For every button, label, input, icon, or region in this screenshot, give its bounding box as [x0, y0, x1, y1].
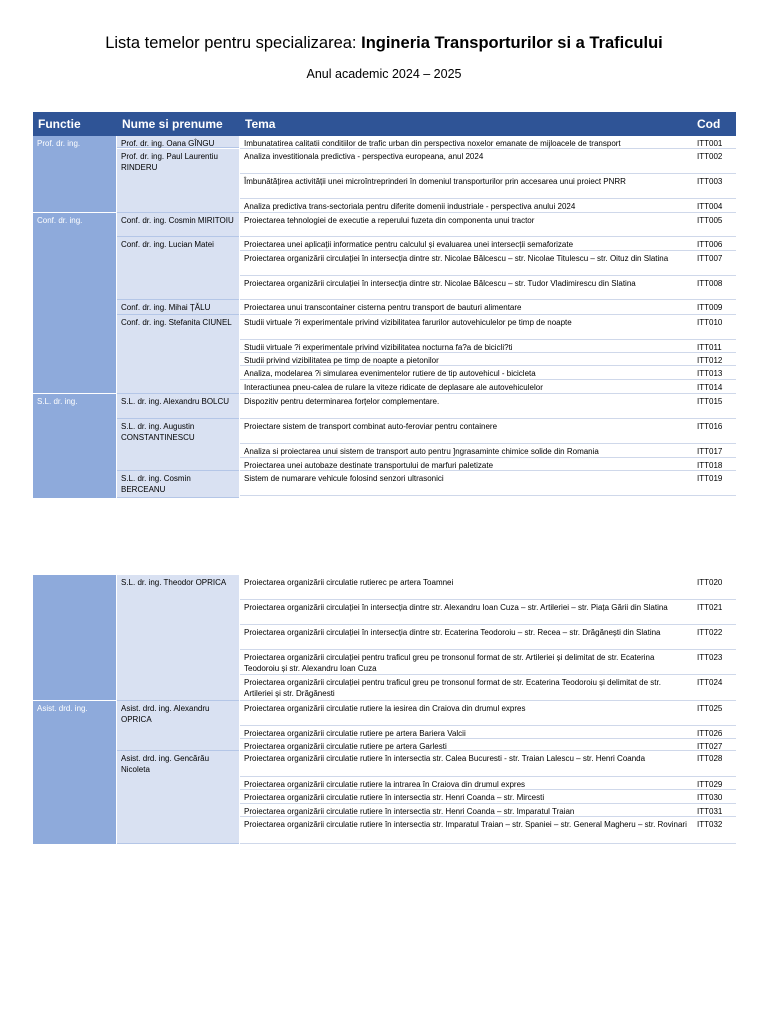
table-row: Proiectarea organizării circulatie rutiere pe artera Garlesti ITT027: [240, 739, 736, 751]
topics-table-2: [33, 575, 736, 845]
table-row: Proiectarea tehnologiei de executie a reperului fuzeta din componenta unui tractor ITT005: [240, 213, 736, 237]
table-row: Proiectarea organizării circulației în intersecția dintre str. Nicolae Bălcescu – str. Tudor Vladimirescu din Slatina ITT008: [240, 276, 736, 300]
table-row: Proiectarea organizării circulației în intersecția dintre str. Nicolae Bălcescu – str. Nicolae Titulescu – str. Oituz din Slatina ITT007: [240, 251, 736, 276]
table-row: Proiectarea organizării circulatie rutiere la intrarea în Craiova din drumul expres ITT029: [240, 777, 736, 790]
table-row: Studii virtuale ?i experimentale privind vizibilitatea farurilor autovehiculelor pe timp de noapte ITT010: [240, 315, 736, 340]
nume-cell: Prof. dr. ing. Oana GÎNGU: [117, 136, 239, 148]
table-row: Studii virtuale ?i experimentale privind vizibilitatea nocturna fa?a de bicicli?ti ITT011: [240, 340, 736, 353]
nume-cell: S.L. dr. ing. Cosmin BERCEANU: [117, 471, 239, 498]
header-cod: Cod: [697, 117, 721, 131]
functie-cell: [33, 575, 116, 700]
table-row: Proiectarea organizării circulatie rutiere la iesirea din Craiova din drumul expres ITT025: [240, 701, 736, 726]
functie-cell: Asist. drd. ing.: [33, 701, 116, 844]
table-row: Proiectarea organizării circulației în intersecția dintre str. Ecaterina Teodoroiu – str. Recea – str. Drăgănești din Slatina ITT022: [240, 625, 736, 650]
page-title: [0, 34, 768, 53]
table-row: Proiectarea unei autobaze destinate transportului de marfuri paletizate ITT018: [240, 458, 736, 471]
nume-cell: Conf. dr. ing. Cosmin MIRITOIU: [117, 213, 239, 237]
title-specialization: Ingineria Transporturilor si a Traficului: [361, 34, 663, 52]
header-nume: Nume si prenume: [122, 117, 223, 131]
table-row: Proiectarea organizării circulatie rutierec pe artera Toamnei ITT020: [240, 575, 736, 600]
title-prefix: Lista temelor pentru specializarea:: [105, 34, 362, 52]
table-row: Proiectarea organizării circulatie rutiere în intersectia str. Imparatul Traian – str. Spaniei – str. General Magheru – str. Rovinari ITT032: [240, 817, 736, 844]
table-row: Îmbunătățirea activității unei microîntreprinderi în domeniul transporturilor prin accesarea unui proiect PNRR ITT003: [240, 174, 736, 199]
topics-table-1: [33, 112, 736, 498]
table-row: Dispozitiv pentru determinarea forțelor complementare. ITT015: [240, 394, 736, 419]
table-row: Proiectare sistem de transport combinat auto-feroviar pentru containere ITT016: [240, 419, 736, 444]
table-row: Proiectarea organizării circulației pentru traficul greu pe tronsonul format de str. Ecaterina Teodoroiu și delimitat de str. Artileriei și str. Drăgănesti ITT024: [240, 675, 736, 701]
table-row: Proiectarea unei aplicații informatice pentru calculul și evaluarea unei intersecții semaforizate ITT006: [240, 237, 736, 251]
academic-year: Anul academic 2024 – 2025: [306, 67, 462, 81]
nume-cell: Prof. dr. ing. Paul Laurentiu RINDERU: [117, 149, 239, 213]
nume-cell: S.L. dr. ing. Alexandru BOLCU: [117, 394, 239, 419]
table-row: Studii privind vizibilitatea pe timp de noapte a pietonilor ITT012: [240, 353, 736, 366]
table-row: Interactiunea pneu-calea de rulare la viteze ridicate de deplasare ale autovehiculelor ITT014: [240, 380, 736, 394]
nume-cell: S.L. dr. ing. Theodor OPRICA: [117, 575, 239, 701]
table-row: Analiza si proiectarea unui sistem de transport auto pentru ]ngrasaminte chimice solide din Romania ITT017: [240, 444, 736, 458]
header-tema: Tema: [245, 117, 276, 131]
header-functie: Functie: [38, 117, 81, 131]
table-row: Analiza predictiva trans-sectoriala pentru diferite domenii industriale - perspectiva anului 2024 ITT004: [240, 199, 736, 213]
functie-cell: Conf. dr. ing.: [33, 213, 116, 393]
table-row: Proiectarea unui transcontainer cisterna pentru transport de bauturi alimentare ITT009: [240, 300, 736, 315]
table-header: [33, 112, 736, 136]
table-row: Analiza investitionala predictiva - perspectiva europeana, anul 2024 ITT002: [240, 149, 736, 174]
nume-cell: Asist. drd. ing. Gencărău Nicoleta: [117, 751, 239, 844]
nume-cell: Conf. dr. ing. Mihai ȚĂLU: [117, 300, 239, 315]
table-row: Proiectarea organizării circulației în intersecția dintre str. Alexandru Ioan Cuza – str. Artileriei – str. Piața Gării din Slatina ITT021: [240, 600, 736, 625]
table-row: Imbunatatirea calitatii conditiilor de trafic urban din perspectiva noxelor emanate de mijloacele de transport ITT001: [240, 136, 736, 149]
functie-cell: S.L. dr. ing.: [33, 394, 116, 498]
table-row: Proiectarea organizării circulatie rutiere pe artera Bariera Valcii ITT026: [240, 726, 736, 739]
table-row: Proiectarea organizării circulatie rutiere în intersectia str. Calea Bucuresti - str. Traian Lalescu – str. Henri Coanda ITT028: [240, 751, 736, 777]
functie-cell: Prof. dr. ing.: [33, 136, 116, 212]
nume-cell: Conf. dr. ing. Lucian Matei: [117, 237, 239, 300]
table-row: Proiectarea organizării circulatie rutiere în intersectia str. Henri Coanda – str. Imparatul Traian ITT031: [240, 804, 736, 817]
nume-cell: S.L. dr. ing. Augustin CONSTANTINESCU: [117, 419, 239, 471]
table-row: Analiza, modelarea ?i simularea evenimentelor rutiere de tip autovehicul - bicicleta ITT013: [240, 366, 736, 380]
table-row: Sistem de numarare vehicule folosind senzori ultrasonici ITT019: [240, 471, 736, 496]
nume-cell: Asist. drd. ing. Alexandru OPRICA: [117, 701, 239, 751]
table-row: Proiectarea organizării circulatie rutiere în intersectia str. Henri Coanda – str. Mircesti ITT030: [240, 790, 736, 804]
nume-cell: Conf. dr. ing. Stefanita CIUNEL: [117, 315, 239, 394]
table-row: Proiectarea organizării circulației pentru traficul greu pe tronsonul format de str. Artileriei și delimitat de str. Ecaterina Teodoroiu și str. Alexandru Ioan Cuza ITT023: [240, 650, 736, 675]
